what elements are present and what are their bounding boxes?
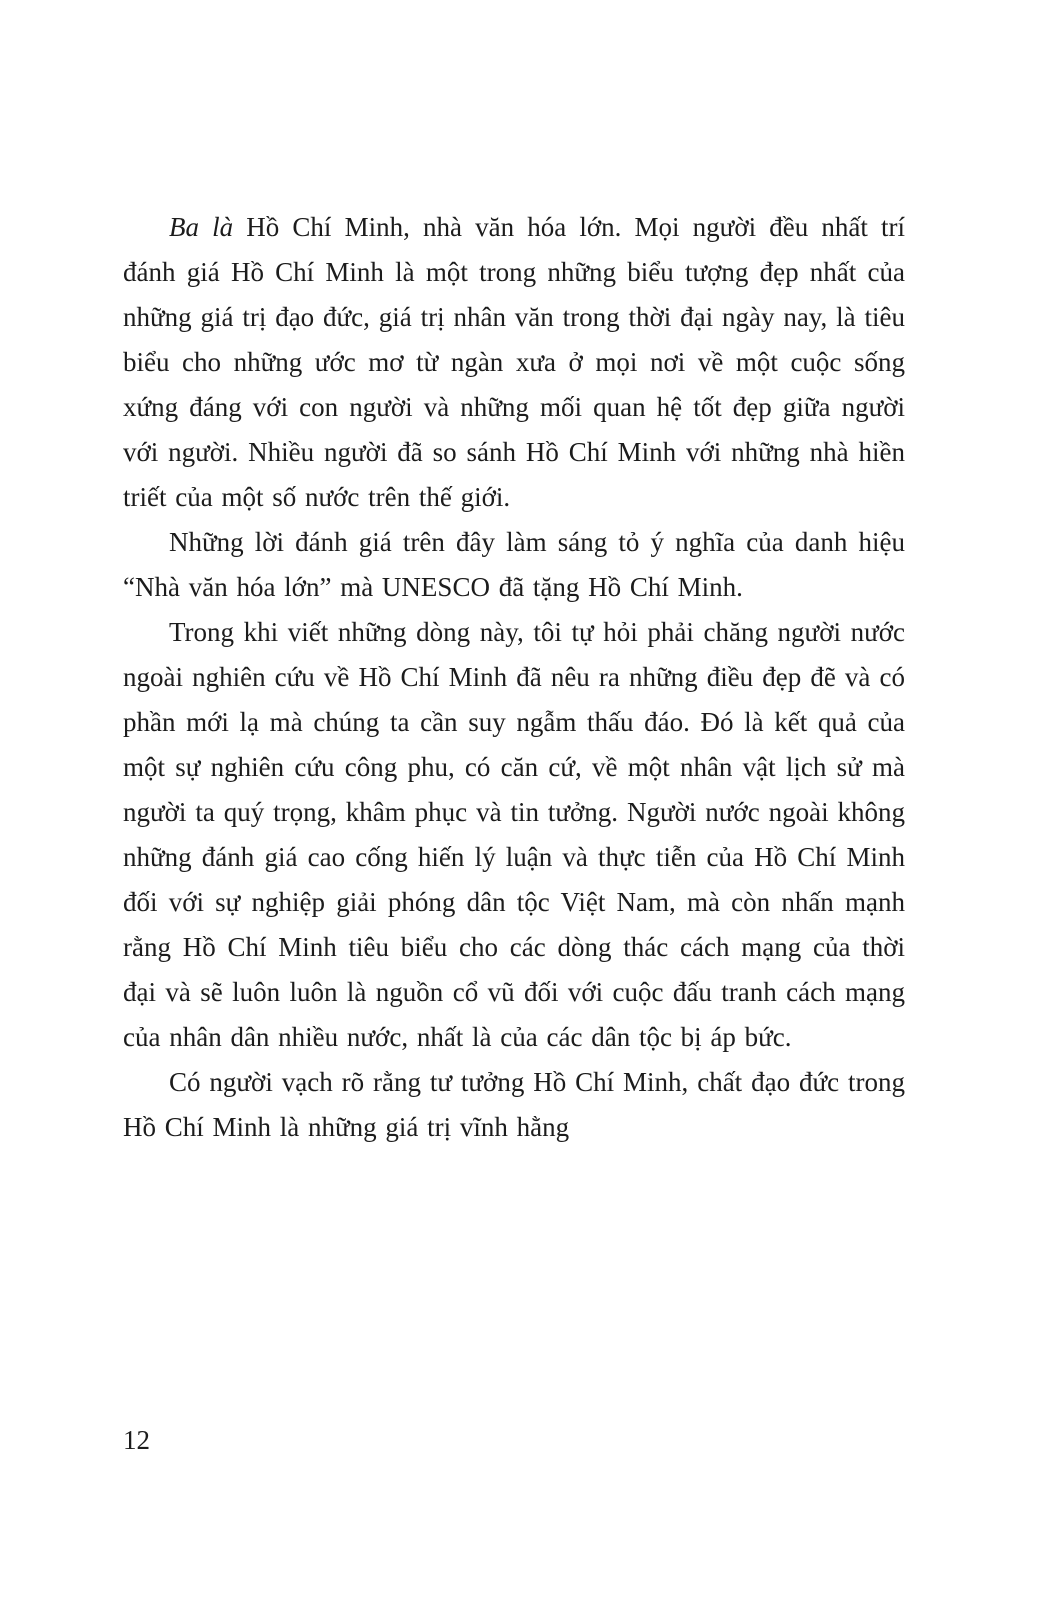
paragraph-text: Có người vạch rõ rằng tư tưởng Hồ Chí Minh, chất đạo đức trong Hồ Chí Minh là những giá trị vĩnh hằng <box>123 1067 905 1142</box>
paragraph <box>123 205 905 520</box>
paragraph-text: Trong khi viết những dòng này, tôi tự hỏi phải chăng người nước ngoài nghiên cứu về Hồ Chí Minh đã nêu ra những điều đẹp đẽ và có phần mới lạ mà chúng ta cần suy ngẫm thấu đáo. Đó là kết quả của một sự nghiên cứu công phu, có căn cứ, về một nhân vật lịch sử mà người ta quý trọng, khâm phục và tin tưởng. Người nước ngoài không những đánh giá cao cống hiến lý luận và thực tiễn của Hồ Chí Minh đối với sự nghiệp giải phóng dân tộc Việt Nam, mà còn nhấn mạnh rằng Hồ Chí Minh tiêu biểu cho các dòng thác cách mạng của thời đại và sẽ luôn luôn là nguồn cổ vũ đối với cuộc đấu tranh cách mạng của nhân dân nhiều nước, nhất là của các dân tộc bị áp bức. <box>123 617 905 1052</box>
paragraph <box>123 1060 905 1150</box>
paragraph <box>123 610 905 1060</box>
body-text <box>123 205 905 1150</box>
page-number: 12 <box>123 1425 150 1455</box>
paragraph-text: Hồ Chí Minh, nhà văn hóa lớn. Mọi người đều nhất trí đánh giá Hồ Chí Minh là một trong những biểu tượng đẹp nhất của những giá trị đạo đức, giá trị nhân văn trong thời đại ngày nay, là tiêu biểu cho những ước mơ từ ngàn xưa ở mọi nơi về một cuộc sống xứng đáng với con người và những mối quan hệ tốt đẹp giữa người với người. Nhiều người đã so sánh Hồ Chí Minh với những nhà hiền triết của một số nước trên thế giới. <box>123 212 905 512</box>
paragraph-lead-italic: Ba là <box>169 212 234 242</box>
paragraph-text: Những lời đánh giá trên đây làm sáng tỏ ý nghĩa của danh hiệu “Nhà văn hóa lớn” mà UNESCO đã tặng Hồ Chí Minh. <box>123 527 905 602</box>
paragraph <box>123 520 905 610</box>
